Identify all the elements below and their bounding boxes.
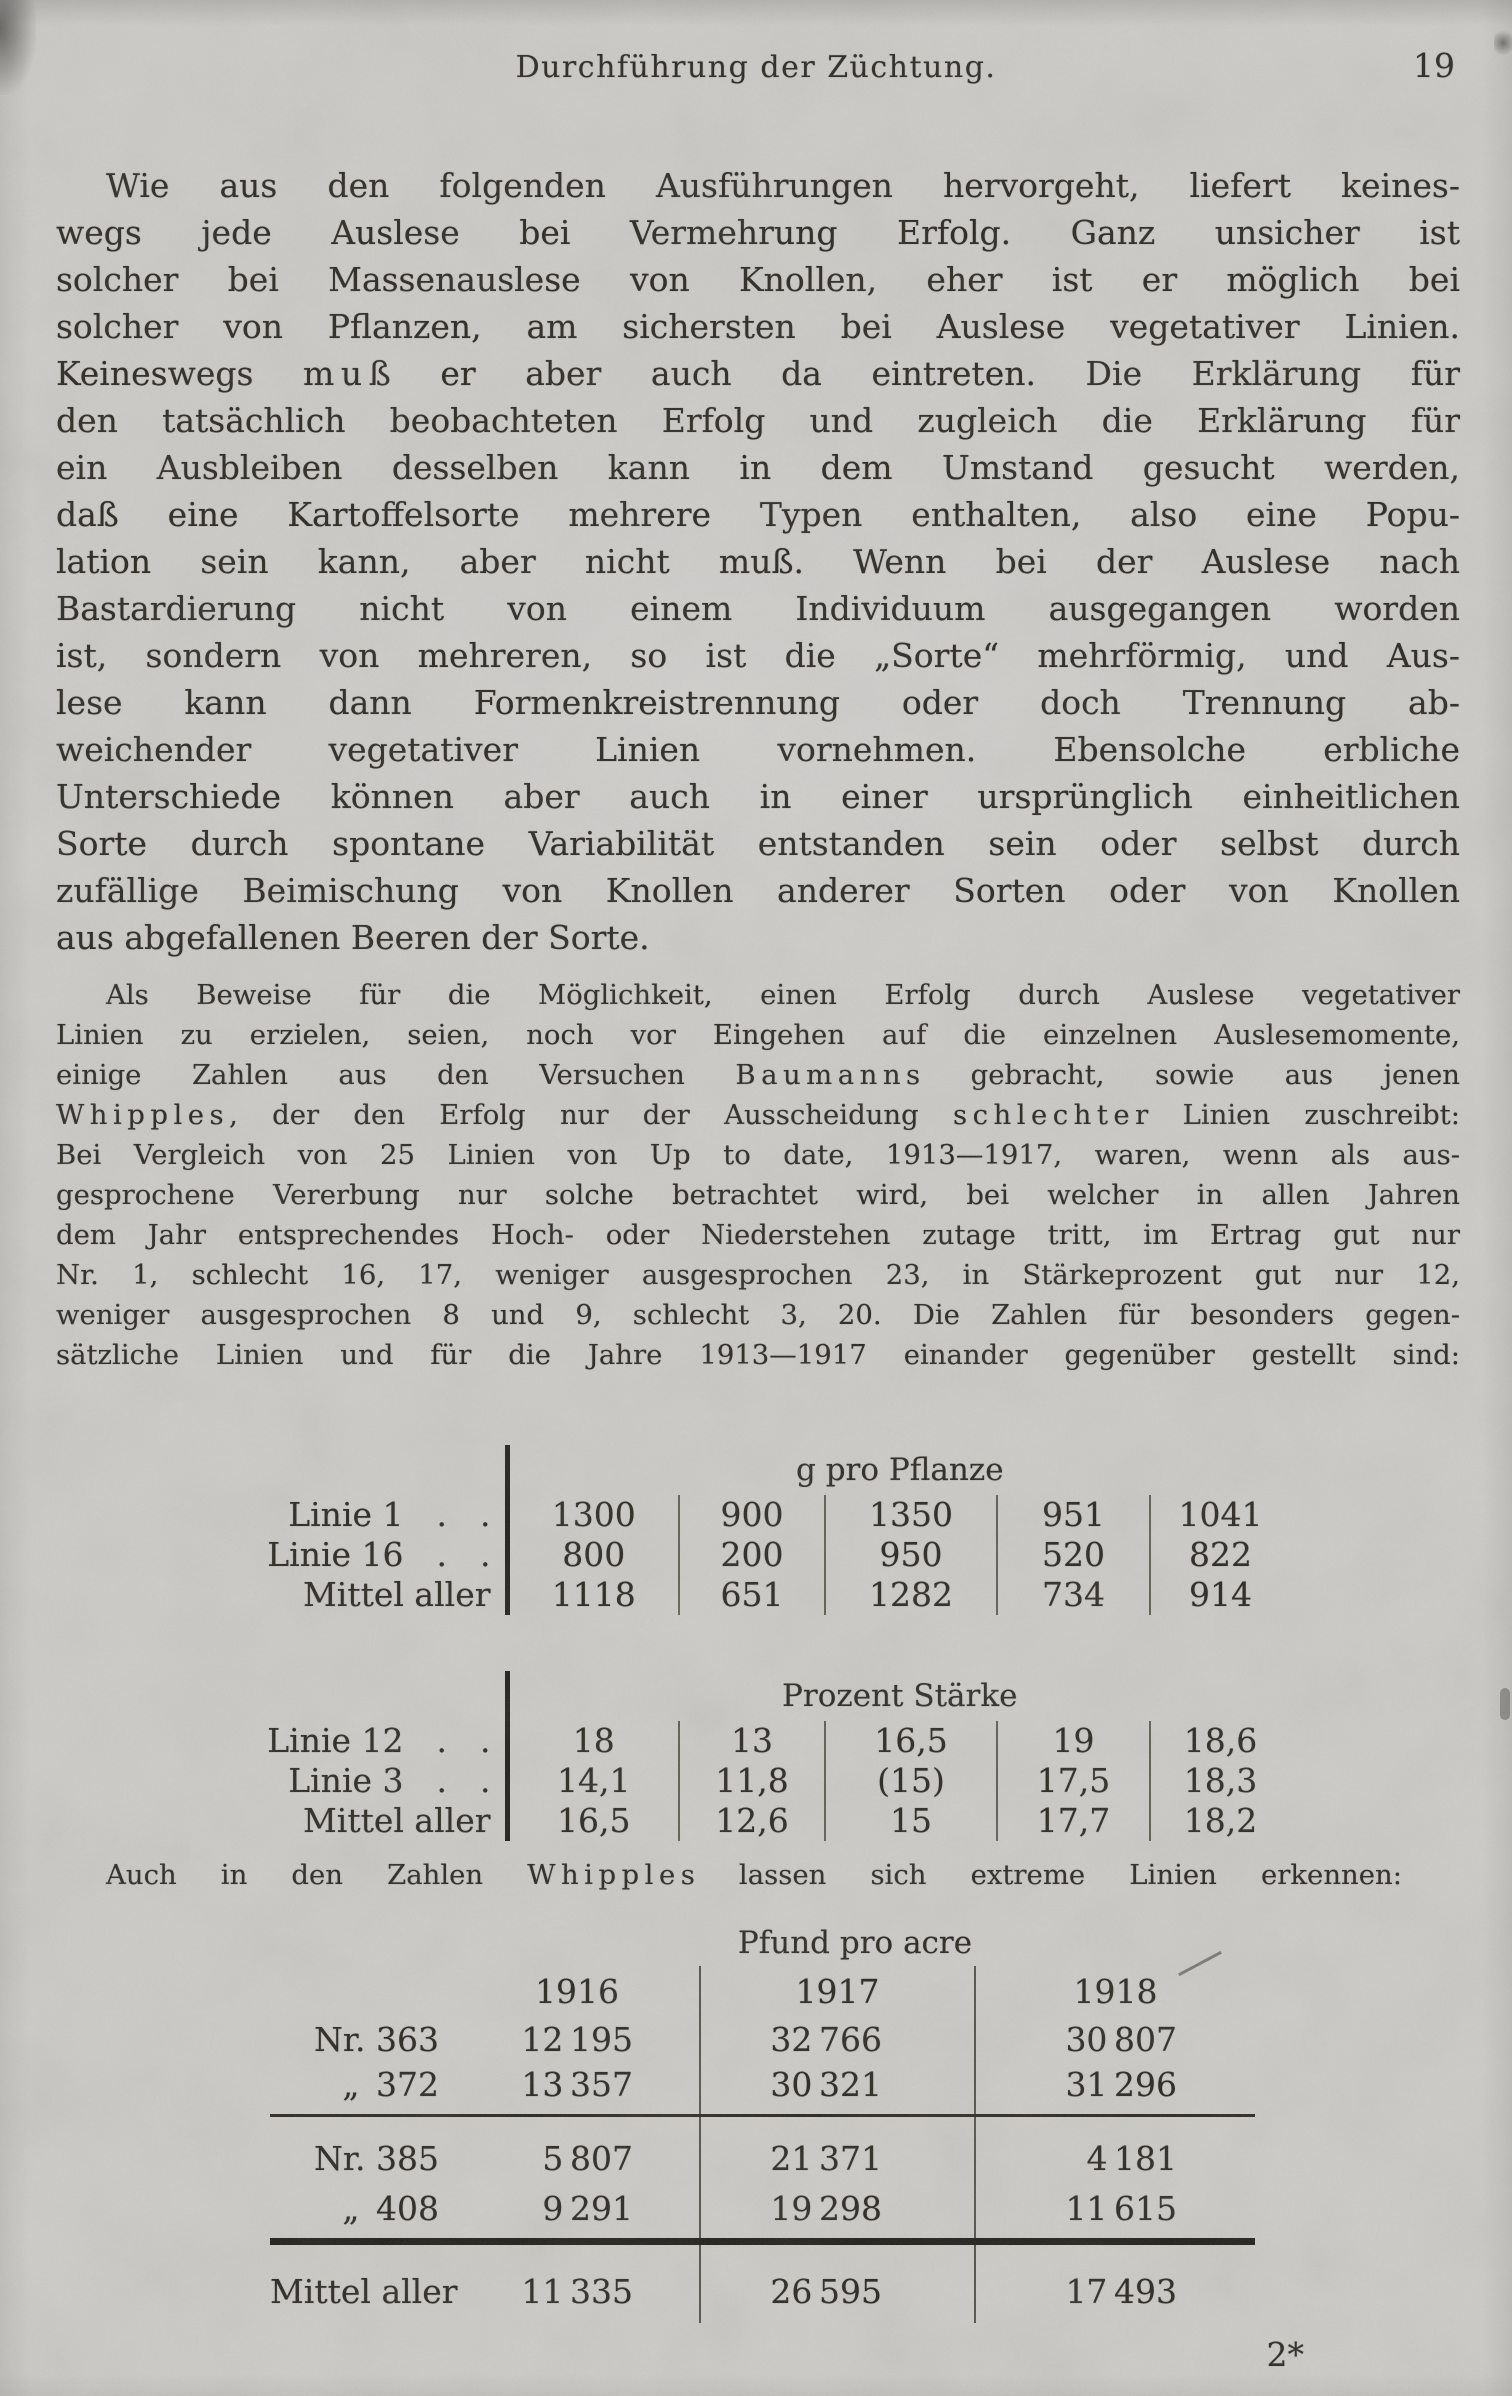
value-cell: 18 bbox=[572, 1720, 615, 1760]
signature-mark: 2* bbox=[1266, 2335, 1304, 2374]
caption-row bbox=[240, 1445, 1290, 1495]
scan-smudge bbox=[1494, 28, 1512, 58]
value-cell: 14,1 bbox=[557, 1760, 631, 1800]
running-title: Durchführung der Züchtung. bbox=[515, 50, 997, 85]
value-cell: 1350 bbox=[825, 1495, 997, 1535]
value-cell: 651 bbox=[679, 1575, 825, 1615]
paragraph-evidence bbox=[56, 975, 1460, 1375]
table-row bbox=[270, 2018, 1255, 2063]
row-label-cell: Nr. 385 bbox=[314, 2138, 439, 2178]
value-cell: 13 bbox=[679, 1721, 825, 1761]
value-cell: 17,7 bbox=[997, 1801, 1150, 1841]
text-line: Wie aus den folgenden Ausführungen hervorgeht, liefert keines- bbox=[106, 166, 1460, 205]
column-header-cell: 1916 bbox=[535, 1971, 619, 2011]
table-row bbox=[270, 2187, 1255, 2242]
value-cell: 31 296 bbox=[975, 2063, 1255, 2116]
scan-smudge bbox=[0, 0, 36, 95]
text-line: aus abgefallenen Beeren der Sorte. bbox=[56, 918, 650, 957]
stub-spacer bbox=[240, 1445, 507, 1495]
stub-spacer bbox=[270, 1921, 455, 1966]
row-label-cell: Mittel aller bbox=[240, 1575, 507, 1615]
text-line: Auch in den Zahlen W h i p p l e s lassen sich extreme Linien erkennen: bbox=[106, 1859, 1402, 1891]
data-table bbox=[270, 1921, 1255, 2323]
table-row bbox=[270, 2116, 1255, 2188]
text-line: Bastardierung nicht von einem Individuum ausgegangen worden bbox=[56, 589, 1460, 628]
text-line: dem Jahr entsprechendes Hoch- oder Niederstehen zutage tritt, im Ertrag gut nur bbox=[56, 1219, 1460, 1251]
scan-smudge bbox=[1500, 1688, 1510, 1720]
row-label-cell: Nr. 363 bbox=[314, 2020, 439, 2060]
text-line: weniger ausgesprochen 8 und 9, schlecht 3, 20. Die Zahlen für besonders gegen- bbox=[56, 1299, 1460, 1331]
table-row bbox=[240, 1495, 1290, 1535]
value-cell: (15) bbox=[825, 1761, 997, 1801]
text-line: Nr. 1, schlecht 16, 17, weniger ausgesprochen 23, in Stärkeprozent gut nur 12, bbox=[56, 1259, 1460, 1291]
value-cell: 11,8 bbox=[679, 1761, 825, 1801]
caption-row bbox=[270, 1921, 1255, 1966]
text-line: den tatsächlich beobachteten Erfolg und zugleich die Erklärung für bbox=[56, 401, 1460, 440]
paragraph-intro bbox=[56, 162, 1460, 961]
text-line: sätzliche Linien und für die Jahre 1913—1917 einander gegenüber gestellt sind: bbox=[56, 1339, 1460, 1371]
value-cell: 30 807 bbox=[975, 2018, 1255, 2063]
text-line: solcher bei Massenauslese von Knollen, eher ist er möglich bei bbox=[56, 260, 1460, 299]
text-line: solcher von Pflanzen, am sichersten bei Auslese vegetativer Linien. bbox=[56, 307, 1460, 346]
data-table bbox=[240, 1671, 1290, 1841]
value-cell: 200 bbox=[679, 1535, 825, 1575]
table-row bbox=[240, 1801, 1290, 1841]
text-line: ein Ausbleiben desselben kann in dem Umstand gesucht werden, bbox=[56, 448, 1460, 487]
text-line: Keineswegs m u ß er aber auch da eintreten. Die Erklärung für bbox=[56, 354, 1460, 393]
header-row bbox=[270, 1966, 1255, 2018]
text-line: Als Beweise für die Möglichkeit, einen Erfolg durch Auslese vegetativer bbox=[106, 979, 1460, 1011]
value-cell: 822 bbox=[1150, 1535, 1290, 1575]
row-label-cell: „ 408 bbox=[270, 2187, 455, 2242]
value-cell: 900 bbox=[679, 1495, 825, 1535]
text-line: ist, sondern von mehreren, so ist die „Sorte“ mehrförmig, und Aus- bbox=[56, 636, 1460, 675]
table-row bbox=[240, 1535, 1290, 1575]
table-row bbox=[270, 2063, 1255, 2116]
value-cell: 951 bbox=[997, 1495, 1150, 1535]
page-number: 19 bbox=[1413, 46, 1455, 85]
value-cell: 5 807 bbox=[542, 2138, 633, 2178]
value-cell: 18,2 bbox=[1150, 1801, 1290, 1841]
text-line: Bei Vergleich von 25 Linien von Up to date, 1913—1917, waren, wenn als aus- bbox=[56, 1139, 1460, 1171]
table-row bbox=[240, 1721, 1290, 1761]
text-line: Linien zu erzielen, seien, noch vor Eingehen auf die einzelnen Auslesemomente, bbox=[56, 1019, 1460, 1051]
value-cell: 12,6 bbox=[679, 1801, 825, 1841]
value-cell: 1041 bbox=[1150, 1495, 1290, 1535]
table-caption: Pfund pro acre bbox=[737, 1925, 973, 1962]
value-cell: 15 bbox=[825, 1801, 997, 1841]
value-cell: 9 291 bbox=[455, 2187, 700, 2242]
value-cell: 17,5 bbox=[997, 1761, 1150, 1801]
value-cell: 19 bbox=[997, 1721, 1150, 1761]
data-table bbox=[240, 1445, 1290, 1615]
value-cell: 914 bbox=[1150, 1575, 1290, 1615]
paragraph-whipple-note bbox=[56, 1855, 1402, 1895]
row-label-cell: Mittel aller bbox=[270, 2271, 458, 2311]
row-label-cell: Linie 3 . . bbox=[240, 1761, 507, 1801]
value-cell: 19 298 bbox=[700, 2187, 975, 2242]
text-line: Unterschiede können aber auch in einer ursprünglich einheitlichen bbox=[56, 777, 1460, 816]
value-cell: 16,5 bbox=[557, 1800, 631, 1840]
value-cell: 520 bbox=[997, 1535, 1150, 1575]
stub-spacer bbox=[240, 1671, 507, 1721]
value-cell: 26 595 bbox=[700, 2242, 975, 2324]
text-line: daß eine Kartoffelsorte mehrere Typen enthalten, also eine Popu- bbox=[56, 495, 1460, 534]
table-prozent-staerke bbox=[240, 1671, 1512, 1841]
table-caption: Prozent Stärke bbox=[782, 1677, 1018, 1714]
value-cell: 1300 bbox=[551, 1494, 636, 1534]
table-pfund-pro-acre bbox=[270, 1921, 1512, 2323]
value-cell: 734 bbox=[997, 1575, 1150, 1615]
row-label-cell: Linie 12 . . bbox=[240, 1721, 507, 1761]
value-cell: 30 321 bbox=[700, 2063, 975, 2116]
text-line: einige Zahlen aus den Versuchen B a u m a n n s gebracht, sowie aus jenen bbox=[56, 1059, 1460, 1091]
value-cell: 12 195 bbox=[521, 2020, 633, 2060]
text-line: zufällige Beimischung von Knollen anderer Sorten oder von Knollen bbox=[56, 871, 1460, 910]
table-caption: g pro Pflanze bbox=[796, 1451, 1004, 1488]
column-header-cell: 1917 bbox=[700, 1966, 975, 2018]
value-cell: 11 335 bbox=[521, 2271, 633, 2311]
table-row bbox=[270, 2242, 1255, 2324]
caption-row bbox=[240, 1671, 1290, 1721]
value-cell: 32 766 bbox=[700, 2018, 975, 2063]
value-cell: 21 371 bbox=[700, 2116, 975, 2188]
table-g-pro-pflanze bbox=[240, 1445, 1512, 1615]
stub-spacer bbox=[270, 1966, 455, 2018]
row-label-cell: Mittel aller bbox=[240, 1801, 507, 1841]
text-line: lation sein kann, aber nicht muß. Wenn bei der Auslese nach bbox=[56, 542, 1460, 581]
text-line: gesprochene Vererbung nur solche betrachtet wird, bei welcher in allen Jahren bbox=[56, 1179, 1460, 1211]
value-cell: 4 181 bbox=[975, 2116, 1255, 2188]
row-label-cell: „ 372 bbox=[270, 2063, 455, 2116]
text-line: W h i p p l e s , der den Erfolg nur der Ausscheidung s c h l e c h t e r Linien zuschreibt: bbox=[56, 1099, 1460, 1131]
text-line: Sorte durch spontane Variabilität entstanden sein oder selbst durch bbox=[56, 824, 1460, 863]
value-cell: 18,3 bbox=[1150, 1761, 1290, 1801]
text-line: lese kann dann Formenkreistrennung oder doch Trennung ab- bbox=[56, 683, 1460, 722]
value-cell: 11 615 bbox=[975, 2187, 1255, 2242]
value-cell: 1282 bbox=[825, 1575, 997, 1615]
column-header-cell: 1918 bbox=[975, 1966, 1255, 2018]
row-label-cell: Linie 1 . . bbox=[240, 1495, 507, 1535]
table-row bbox=[240, 1575, 1290, 1615]
value-cell: 950 bbox=[825, 1535, 997, 1575]
value-cell: 16,5 bbox=[825, 1721, 997, 1761]
running-head bbox=[0, 0, 1512, 92]
value-cell: 18,6 bbox=[1150, 1721, 1290, 1761]
value-cell: 1118 bbox=[551, 1574, 636, 1614]
table-row bbox=[240, 1761, 1290, 1801]
text-line: wegs jede Auslese bei Vermehrung Erfolg. Ganz unsicher ist bbox=[56, 213, 1460, 252]
text-line: weichender vegetativer Linien vornehmen. Ebensolche erbliche bbox=[56, 730, 1460, 769]
value-cell: 17 493 bbox=[975, 2242, 1255, 2324]
row-label-cell: Linie 16 . . bbox=[240, 1535, 507, 1575]
value-cell: 13 357 bbox=[455, 2063, 700, 2116]
value-cell: 800 bbox=[562, 1534, 626, 1574]
